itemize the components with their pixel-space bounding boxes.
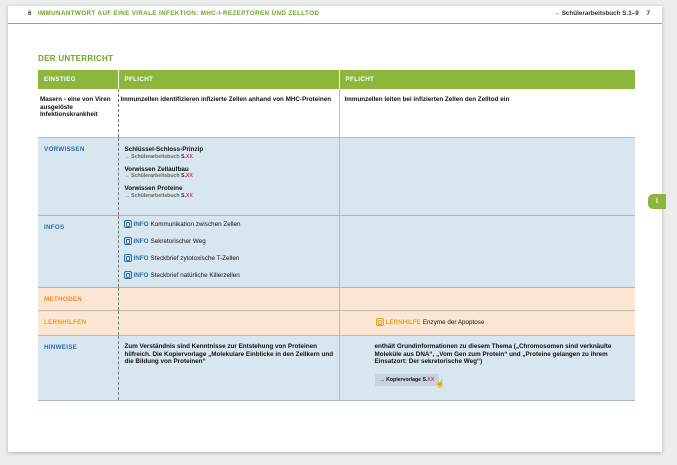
page-number-right: 7 [646,10,650,17]
list-item [119,146,339,161]
table-row-vorwissen [38,138,635,216]
vorwissen-title: Vorwissen Proteine [124,185,183,192]
phone-icon [376,318,384,326]
col-header-einstieg: EINSTIEG [38,70,118,89]
einstieg-text: Masern - eine von Viren ausgelöste Infektionskrankheit [40,96,111,118]
info-link[interactable]: INFO Kommunikation zwischen Zellen [119,216,339,233]
table-row-methoden [38,288,635,311]
row-label-infos: INFOS [44,224,65,231]
header-right [554,10,650,17]
info-link[interactable]: INFO Steckbrief natürliche Killerzellen [119,267,339,284]
chapter-title: IMMUNANTWORT AUF EINE VIRALE INFEKTION: MHC-I-REZEPTOREN UND ZELLTOD [37,10,320,17]
vorwissen-ref[interactable]: → Schülerarbeitsbuch S.XX [124,153,193,160]
phone-icon [124,271,132,279]
vorwissen-ref[interactable]: → Schülerarbeitsbuch S.XX [124,192,193,199]
hinweise-text-right: enthält Grundinformationen zu diesem Thema („Chromosomen sind verknäulte Moleküle aus DNA“, „Vom Gen zum Protein“ und „Proteine gelangen zu ihrem Einsatzort: Der sekretorische Weg“) [374,343,612,365]
document-page [8,6,662,452]
vorwissen-title: Vorwissen Zellaufbau [124,165,189,173]
pflicht-2-text: Immunzellen leiten bei infizierten Zellen den Zelltod ein [344,96,510,103]
hinweise-text-left: Zum Verständnis sind Kenntnisse zur Entstehung von Proteinen hilfreich. Die Kopiervorlage „Molekulare Einblicke in den Zellkern und die Bildung von Proteinen“ [124,343,334,365]
info-link[interactable]: INFO Sekretorischer Weg [119,233,339,250]
table-row-lernhilfen [38,311,635,336]
list-item [119,185,339,200]
table-row-hinweise [38,336,635,401]
row-label-hinweise: HINWEISE [44,344,78,351]
vorwissen-ref[interactable]: → Schülerarbeitsbuch S.XX [124,173,193,179]
running-header [8,6,662,24]
col-header-pflicht-2: PFLICHT [339,70,635,89]
table-row-infos [38,216,635,288]
phone-icon [124,220,132,228]
table-row-einstieg [38,89,635,138]
phone-icon [124,237,132,245]
chapter-tab[interactable]: I [648,194,666,209]
row-label-methoden: METHODEN [44,296,83,303]
col-header-pflicht-1: PFLICHT [118,70,339,89]
kopiervorlage-link[interactable]: → Kopiervorlage S.XX ☝ [375,374,440,386]
info-link[interactable]: INFO Steckbrief zytotoxische T-Zellen [119,250,339,267]
list-item [119,166,339,181]
row-label-lernhilfen: LERNHILFEN [44,319,87,326]
page-number-left: 6 [28,10,32,17]
section-title: DER UNTERRICHT [38,54,114,63]
header-ref-pages: S.1–9 [622,10,639,17]
header-left [28,10,319,17]
header-ref: → Schülerarbeitsbuch [553,10,621,17]
lesson-table [38,70,635,401]
row-label-vorwissen: VORWISSEN [44,146,85,153]
vorwissen-title: Schlüssel-Schloss-Prinzip [124,146,204,153]
phone-icon [124,254,132,262]
pflicht-1-text: Immunzellen identifizieren infizierte Zellen anhand von MHC-Proteinen [120,96,332,103]
hand-cursor-icon: ☝ [435,378,446,388]
lernhilfe-link[interactable]: LERNHILFE Enzyme der Apoptose [340,311,636,335]
